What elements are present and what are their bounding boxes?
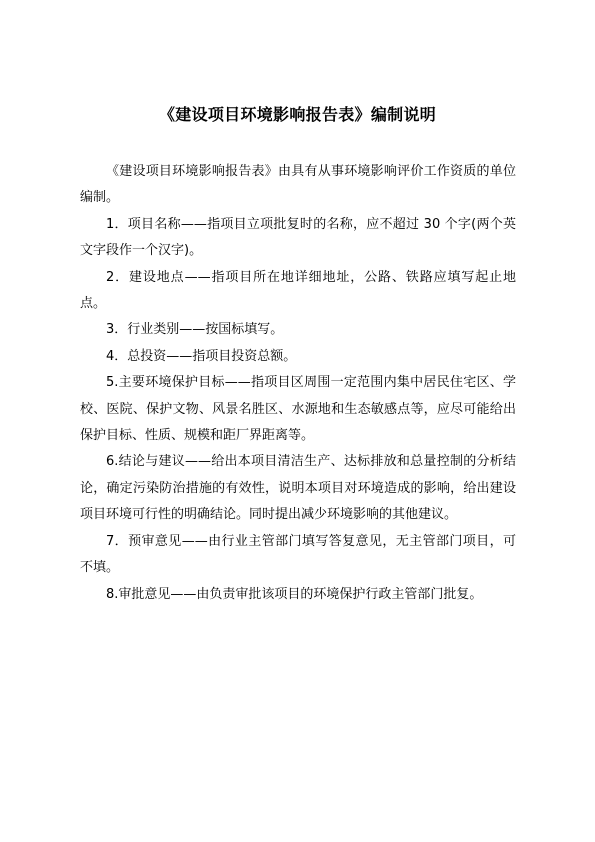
item-construction-site: 2．建设地点——指项目所在地详细地址，公路、铁路应填写起止地点。 — [80, 269, 516, 312]
item-protection-targets: 5.主要环境保护目标——指项目区周围一定范围内集中居民住宅区、学校、医院、保护文物、风景名胜区、水源地和生态敏感点等，应尽可能给出保护目标、性质、规模和距厂界距离等。 — [80, 375, 516, 444]
item-industry-category: 3．行业类别——按国标填写。 — [106, 322, 284, 338]
item-total-investment: 4．总投资——指项目投资总额。 — [106, 348, 297, 364]
item-project-name: 1．项目名称——指项目立项批复时的名称，应不超过 30 个字(两个英文字段作一个汉字)。 — [80, 216, 516, 259]
item-preliminary-review: 7．预审意见——由行业主管部门填写答复意见，无主管部门项目，可不填。 — [80, 533, 516, 576]
intro-paragraph: 《建设项目环境影响报告表》由具有从事环境影响评价工作资质的单位编制。 — [80, 164, 516, 206]
item-conclusions: 6.结论与建议——给出本项目清洁生产、达标排放和总量控制的分析结论，确定污染防治措施的有效性，说明本项目对环境造成的影响，给出建设项目环境可行性的明确结论。同时提出减少环境影响的其他建议。 — [80, 454, 516, 523]
document-body — [80, 159, 516, 608]
document-title: 《建设项目环境影响报告表》编制说明 — [158, 105, 437, 124]
item-approval-opinion: 8.审批意见——由负责审批该项目的环境保护行政主管部门批复。 — [106, 586, 483, 602]
